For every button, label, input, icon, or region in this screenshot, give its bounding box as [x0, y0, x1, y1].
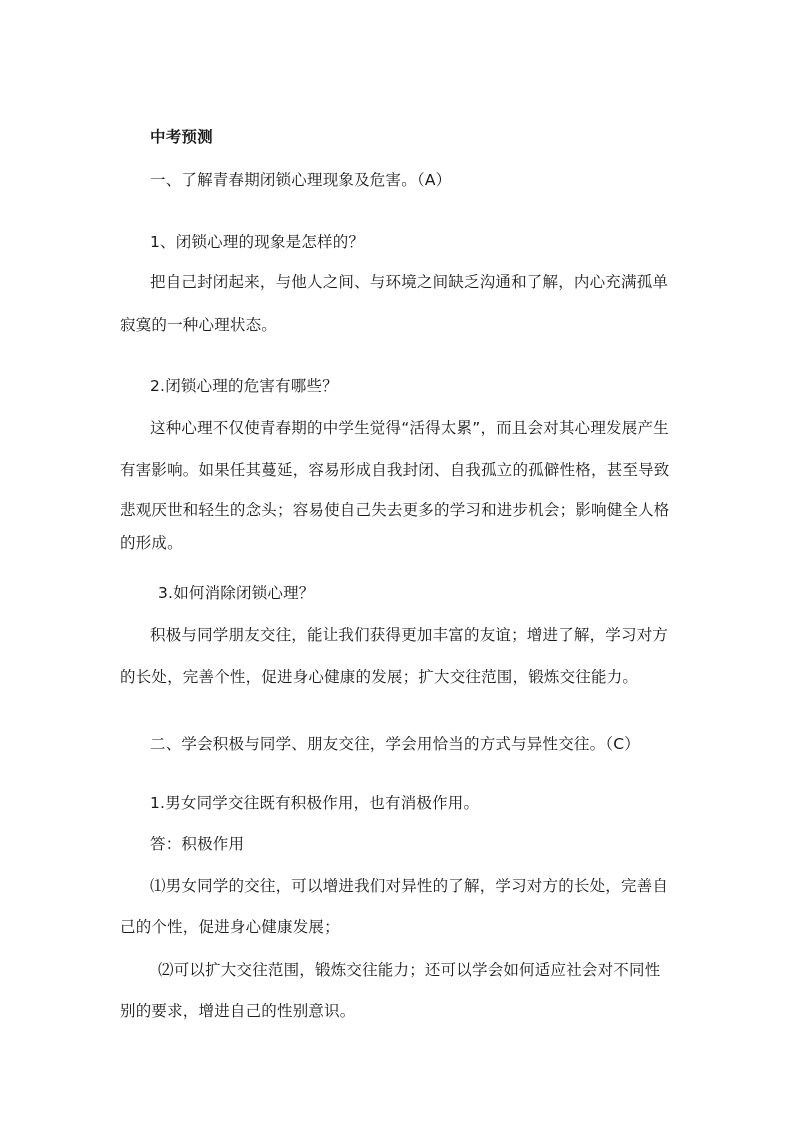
section1-question-2: 2.闭锁心理的危害有哪些？	[150, 377, 338, 395]
section1-question-3: 3.如何消除闭锁心理？	[158, 584, 315, 602]
section1-answer-1-line-2: 寂寞的一种心理状态。	[120, 316, 278, 334]
section1-answer-2-line-2: 有害影响。如果任其蔓延，容易形成自我封闭、自我孤立的孤僻性格，甚至导致	[120, 461, 670, 479]
section1-answer-1-line-1: 把自己封闭起来，与他人之间、与环境之间缺乏沟通和了解，内心充满孤单	[150, 273, 669, 291]
section1-answer-3-line-2: 的长处，完善个性，促进身心健康的发展；扩大交往范围，锻炼交往能力。	[120, 668, 639, 686]
heading: 中考预测	[150, 128, 213, 146]
section1-title: 一、了解青春期闭锁心理现象及危害。（A）	[150, 171, 452, 189]
section1-question-1: 1、闭锁心理的现象是怎样的？	[150, 233, 365, 251]
section1-answer-2-line-4: 的形成。	[120, 534, 183, 552]
section2-point-1-line-1: ⑴男女同学的交往，可以增进我们对异性的了解，学习对方的长处，完善自	[150, 877, 669, 895]
section2-point-1-line-2: 己的个性，促进身心健康发展；	[120, 918, 340, 936]
section1-answer-3-line-1: 积极与同学朋友交往，能让我们获得更加丰富的友谊；增进了解，学习对方	[150, 626, 669, 644]
answer-label: 答：积极作用	[150, 835, 245, 853]
section2-point-2-line-1: ⑵可以扩大交往范围，锻炼交往能力；还可以学会如何适应社会对不同性	[158, 961, 661, 979]
section1-answer-2-line-1: 这种心理不仅使青春期的中学生觉得“活得太累”，而且会对其心理发展产生	[150, 419, 669, 437]
section1-answer-2-line-3: 悲观厌世和轻生的念头；容易使自己失去更多的学习和进步机会；影响健全人格	[120, 501, 670, 519]
section2-point-2-line-2: 别的要求，增进自己的性别意识。	[120, 1002, 356, 1020]
section2-title: 二、学会积极与同学、朋友交往，学会用恰当的方式与异性交往。（C）	[150, 735, 640, 753]
section2-question-1: 1.男女同学交往既有积极作用，也有消极作用。	[150, 794, 480, 812]
